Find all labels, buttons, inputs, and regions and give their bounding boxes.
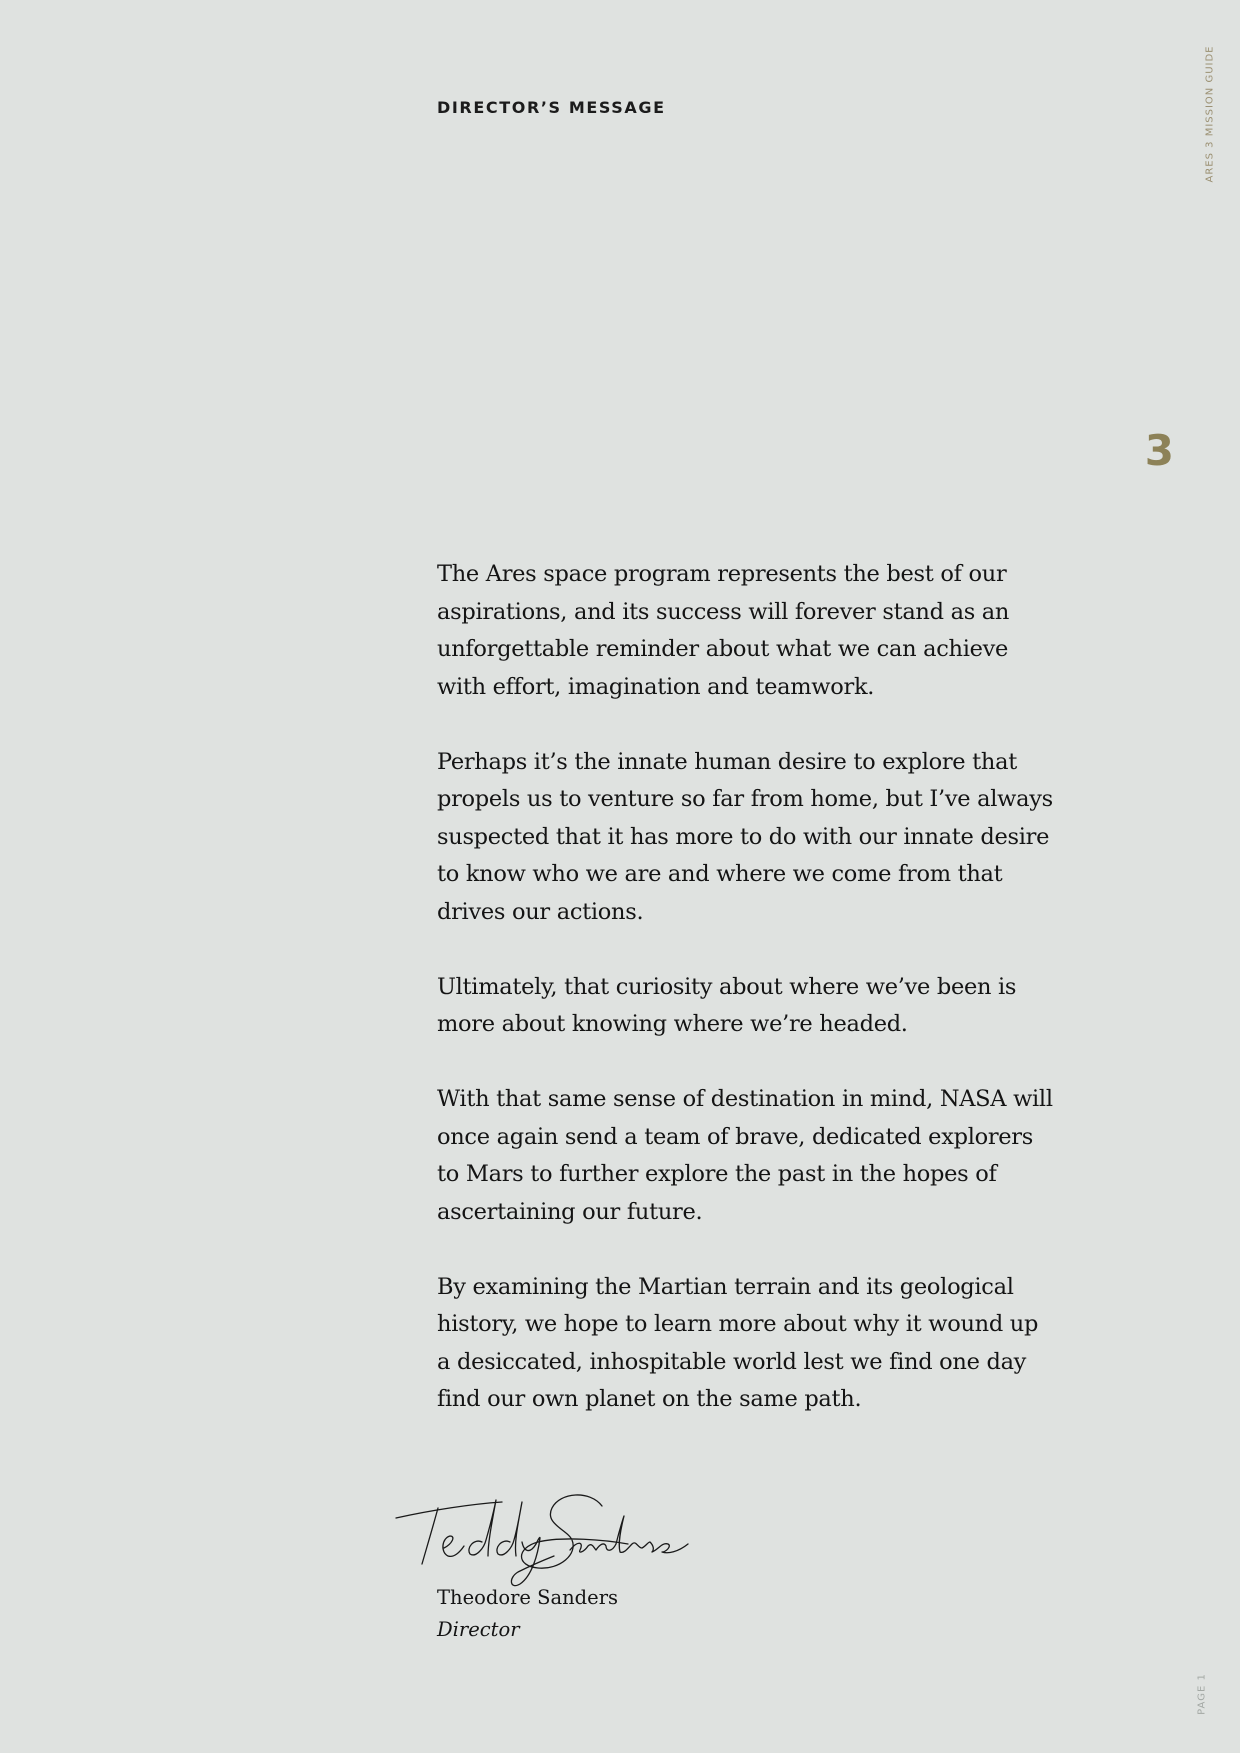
- signatory-title: Director: [437, 1618, 520, 1641]
- paragraph: With that same sense of destination in mind, NASA will once again send a team of brave, dedicated explorers to Mars to further explore the past in the hopes of ascertaining our future.: [437, 1086, 1053, 1225]
- paragraph: By examining the Martian terrain and its geological history, we hope to learn more about why it wound up a desiccated, inhospitable world lest we find one day find our own planet on the same path.: [437, 1273, 1039, 1412]
- running-title-text: ARES 3 MISSION GUIDE: [1204, 45, 1216, 183]
- running-title: [1201, 44, 1219, 184]
- handwritten-signature: [392, 1486, 692, 1588]
- chapter-number: 3: [1144, 426, 1174, 475]
- paragraph: Ultimately, that curiosity about where we’ve been is more about knowing where we’re headed.: [437, 973, 1017, 1037]
- message-body: [437, 556, 1057, 1456]
- signatory-name: Theodore Sanders: [437, 1586, 619, 1609]
- paragraph: Perhaps it’s the innate human desire to explore that propels us to venture so far from home, but I’ve always suspected that it has more to do with our innate desire to know who we are and where we come from that drives our actions.: [437, 748, 1053, 925]
- page-label: PAGE 1: [1196, 1673, 1208, 1715]
- page-indicator: [1195, 1668, 1209, 1720]
- paragraph: The Ares space program represents the best of our aspirations, and its success will forever stand as an unforgettable reminder about what we can achieve with effort, imagination and teamwork.: [437, 561, 1010, 700]
- section-label: DIRECTOR’S MESSAGE: [437, 98, 666, 117]
